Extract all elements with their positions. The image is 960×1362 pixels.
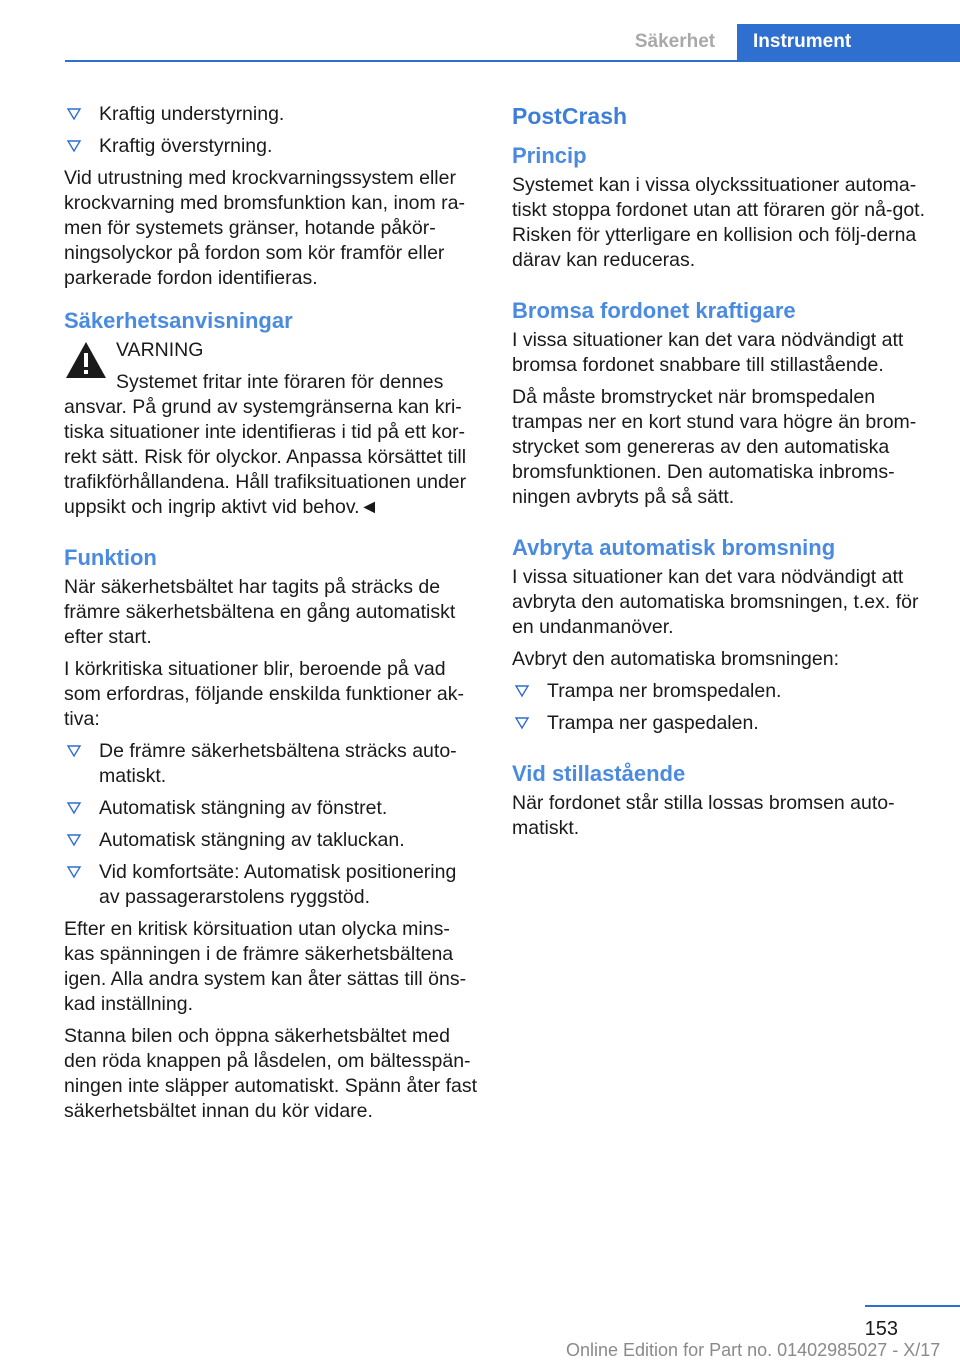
header-rule xyxy=(65,60,960,62)
paragraph: I vissa situationer kan det vara nödvändigt att bromsa fordonet snabbare till stillastående. xyxy=(512,329,904,376)
section-tab: Säkerhet xyxy=(634,31,716,52)
list-item xyxy=(512,711,927,736)
paragraph: Efter en kritisk körsituation utan olycka mins-kas spänningen i de främre säkerhetsbältena igen. Alla andra system kan åter sättas till öns-kad inställning. xyxy=(64,918,467,1015)
paragraph: Stanna bilen och öppna säkerhetsbältet med den röda knappen på låsdelen, om bältesspän-ningen inte släpper automatiskt. Spänn åter fast säkerhetsbältet innan du kör vidare. xyxy=(64,1025,478,1122)
triangle-bullet-icon xyxy=(66,743,82,759)
warning-triangle-icon xyxy=(64,340,108,380)
list-item-text: Trampa ner bromspedalen. xyxy=(547,680,782,702)
paragraph: När säkerhetsbältet har tagits på sträcks de främre säkerhetsbältena en gång automatiskt efter start. xyxy=(64,576,456,648)
list-item xyxy=(64,739,479,789)
warning-text: Systemet fritar inte föraren för dennes ansvar. På grund av systemgränserna kan kri-tiska situationer inte identifieras i tid på ett kor-rekt sätt. Risk för olyckor. Anpassa körsättet till trafikförhållandena. Håll trafiksituationen under uppsikt och ingrip aktivt vid behov.◄ xyxy=(64,371,467,518)
list-item xyxy=(64,134,479,159)
list-item-text: Kraftig understyrning. xyxy=(99,103,285,125)
bullet-list-cancel xyxy=(512,679,927,736)
bullet-list-functions xyxy=(64,739,479,910)
active-chapter-tab: Instrument xyxy=(737,24,960,60)
warning-title: VARNING xyxy=(116,339,204,361)
section-heading-brake: Bromsa fordonet kraftigare xyxy=(512,298,796,323)
list-item xyxy=(64,796,479,821)
paragraph: Vid utrustning med krockvarningssystem eller krockvarning med bromsfunktion kan, inom ra-men för systemets gränser, hotande påkör-ningsolyckor på fordon som kör framför eller parkerade fordon identifieras. xyxy=(64,167,465,289)
section-heading-standstill: Vid stillastående xyxy=(512,761,686,786)
list-item-text: Kraftig överstyrning. xyxy=(99,135,273,157)
page-header xyxy=(0,0,960,62)
paragraph: I vissa situationer kan det vara nödvändigt att avbryta den automatiska bromsningen, t.ex. för en undanmanöver. xyxy=(512,566,919,638)
triangle-bullet-icon xyxy=(514,683,530,699)
warning-block xyxy=(64,338,479,520)
triangle-bullet-icon xyxy=(66,138,82,154)
chapter-heading-postcrash: PostCrash xyxy=(512,103,628,129)
list-item-text: Automatisk stängning av fönstret. xyxy=(99,797,388,819)
section-heading-function: Funktion xyxy=(64,545,157,570)
edition-footer: Online Edition for Part no. 01402985027 - X/17 xyxy=(566,1340,941,1360)
paragraph: När fordonet står stilla lossas bromsen auto-matiskt. xyxy=(512,792,895,839)
list-item xyxy=(64,860,479,910)
triangle-bullet-icon xyxy=(66,800,82,816)
list-item-text: De främre säkerhetsbältena sträcks auto-matiskt. xyxy=(99,740,457,787)
list-item xyxy=(512,679,927,704)
triangle-bullet-icon xyxy=(514,715,530,731)
bullet-list-top xyxy=(64,102,479,159)
list-item-text: Vid komfortsäte: Automatisk positionering av passagerarstolens ryggstöd. xyxy=(99,861,457,908)
list-item xyxy=(64,828,479,853)
triangle-bullet-icon xyxy=(66,106,82,122)
list-item-text: Trampa ner gaspedalen. xyxy=(547,712,759,734)
list-item xyxy=(64,102,479,127)
paragraph: I körkritiska situationer blir, beroende på vad som erfordras, följande enskilda funktioner ak-tiva: xyxy=(64,658,464,730)
paragraph: Avbryt den automatiska bromsningen: xyxy=(512,648,839,670)
triangle-bullet-icon xyxy=(66,864,82,880)
list-item-text: Automatisk stängning av takluckan. xyxy=(99,829,405,851)
footer-rule xyxy=(865,1305,960,1307)
paragraph: Systemet kan i vissa olyckssituationer automa-tiskt stoppa fordonet utan att föraren gör nå-got. Risken för ytterligare en kollision och följ-derna därav kan reduceras. xyxy=(512,174,926,271)
section-heading-cancel: Avbryta automatisk bromsning xyxy=(512,535,836,560)
left-column xyxy=(64,102,479,1131)
section-heading-safety: Säkerhetsanvisningar xyxy=(64,308,293,333)
triangle-bullet-icon xyxy=(66,832,82,848)
right-column xyxy=(512,102,927,848)
paragraph: Då måste bromstrycket när bromspedalen trampas ner en kort stund vara högre än brom-strycket som genereras av den automatiska bromsfunktionen. Den automatiska inbroms-ningen avbryts på så sätt. xyxy=(512,386,917,508)
section-heading-principle: Princip xyxy=(512,143,587,168)
page-number: 153 xyxy=(864,1318,898,1340)
